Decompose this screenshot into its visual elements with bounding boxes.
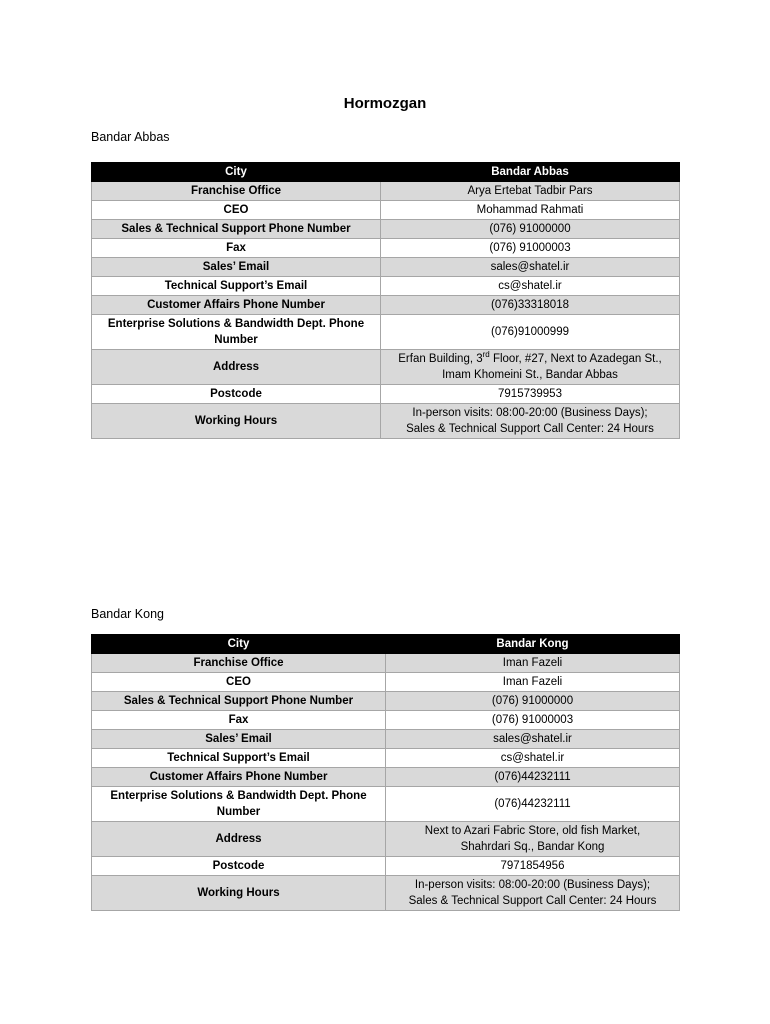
row-value: cs@shatel.ir bbox=[381, 277, 680, 296]
row-value: (076) 91000000 bbox=[381, 220, 680, 239]
hours-line-2: Sales & Technical Support Call Center: 24 Hours bbox=[408, 895, 657, 907]
row-value: Mohammad Rahmati bbox=[381, 201, 680, 220]
row-value: Iman Fazeli bbox=[386, 654, 680, 673]
row-value: Bandar Abbas bbox=[381, 163, 680, 182]
row-value bbox=[381, 404, 680, 439]
table-row bbox=[92, 692, 680, 711]
address-text-start: Erfan Building, 3 bbox=[398, 353, 483, 365]
row-label: Working Hours bbox=[92, 876, 386, 911]
row-label: Franchise Office bbox=[92, 654, 386, 673]
row-label: CEO bbox=[92, 201, 381, 220]
row-label: Franchise Office bbox=[92, 182, 381, 201]
row-value: Arya Ertebat Tadbir Pars bbox=[381, 182, 680, 201]
table-row bbox=[92, 315, 680, 350]
row-value bbox=[381, 350, 680, 385]
table-row bbox=[92, 857, 680, 876]
table-row bbox=[92, 201, 680, 220]
row-value: sales@shatel.ir bbox=[386, 730, 680, 749]
row-label: Sales & Technical Support Phone Number bbox=[92, 220, 381, 239]
row-value: Iman Fazeli bbox=[386, 673, 680, 692]
row-value: (076)44232111 bbox=[386, 787, 680, 822]
table-row bbox=[92, 404, 680, 439]
info-table-bandar-abbas bbox=[91, 162, 680, 439]
page-title: Hormozgan bbox=[343, 95, 427, 112]
address-text-end: Floor, #27, Next to Azadegan St., Imam Khomeini St., Bandar Abbas bbox=[442, 353, 662, 381]
hours-line-1: In-person visits: 08:00-20:00 (Business Days); bbox=[412, 407, 648, 419]
table-row bbox=[92, 730, 680, 749]
table-row bbox=[92, 220, 680, 239]
row-label: Technical Support’s Email bbox=[92, 749, 386, 768]
row-label: Sales’ Email bbox=[92, 730, 386, 749]
row-value bbox=[386, 876, 680, 911]
row-label: Technical Support’s Email bbox=[92, 277, 381, 296]
table-row bbox=[92, 711, 680, 730]
row-label: Fax bbox=[92, 711, 386, 730]
row-label: City bbox=[92, 163, 381, 182]
row-value: cs@shatel.ir bbox=[386, 749, 680, 768]
row-label: Customer Affairs Phone Number bbox=[92, 296, 381, 315]
table-row bbox=[92, 876, 680, 911]
table-row bbox=[92, 822, 680, 857]
row-value: 7971854956 bbox=[386, 857, 680, 876]
row-value: 7915739953 bbox=[381, 385, 680, 404]
table-row bbox=[92, 768, 680, 787]
row-value: (076)91000999 bbox=[381, 315, 680, 350]
table-row bbox=[92, 182, 680, 201]
address-line-2: Shahrdari Sq., Bandar Kong bbox=[460, 841, 605, 853]
row-label: Postcode bbox=[92, 385, 381, 404]
row-value: (076)33318018 bbox=[381, 296, 680, 315]
info-table-bandar-kong bbox=[91, 634, 680, 911]
row-label: Fax bbox=[92, 239, 381, 258]
address-line-1: Next to Azari Fabric Store, old fish Market, bbox=[424, 825, 641, 837]
row-label: Address bbox=[92, 350, 381, 385]
row-value: Bandar Kong bbox=[386, 635, 680, 654]
row-label: CEO bbox=[92, 673, 386, 692]
row-value: (076) 91000000 bbox=[386, 692, 680, 711]
row-label: Sales & Technical Support Phone Number bbox=[92, 692, 386, 711]
table-row bbox=[92, 635, 680, 654]
row-label: Enterprise Solutions & Bandwidth Dept. Phone Number bbox=[92, 315, 381, 350]
row-value: (076)44232111 bbox=[386, 768, 680, 787]
table-row bbox=[92, 277, 680, 296]
hours-line-1: In-person visits: 08:00-20:00 (Business Days); bbox=[414, 879, 651, 891]
row-label: Postcode bbox=[92, 857, 386, 876]
table-row bbox=[92, 350, 680, 385]
row-value bbox=[386, 822, 680, 857]
table-row bbox=[92, 258, 680, 277]
table-row bbox=[92, 385, 680, 404]
row-label: Customer Affairs Phone Number bbox=[92, 768, 386, 787]
table-row bbox=[92, 654, 680, 673]
table-row bbox=[92, 749, 680, 768]
table-row bbox=[92, 673, 680, 692]
table-row bbox=[92, 163, 680, 182]
row-label: Address bbox=[92, 822, 386, 857]
row-value: (076) 91000003 bbox=[386, 711, 680, 730]
row-label: City bbox=[92, 635, 386, 654]
row-label: Enterprise Solutions & Bandwidth Dept. Phone Number bbox=[92, 787, 386, 822]
table-row bbox=[92, 239, 680, 258]
row-label: Sales’ Email bbox=[92, 258, 381, 277]
section-label-bandar-abbas: Bandar Abbas bbox=[91, 130, 170, 144]
section-label-bandar-kong: Bandar Kong bbox=[91, 607, 164, 621]
row-value: (076) 91000003 bbox=[381, 239, 680, 258]
table-row bbox=[92, 296, 680, 315]
table-row bbox=[92, 787, 680, 822]
row-label: Working Hours bbox=[92, 404, 381, 439]
hours-line-2: Sales & Technical Support Call Center: 24 Hours bbox=[406, 423, 654, 435]
ordinal-suffix: rd bbox=[482, 350, 490, 360]
row-value: sales@shatel.ir bbox=[381, 258, 680, 277]
